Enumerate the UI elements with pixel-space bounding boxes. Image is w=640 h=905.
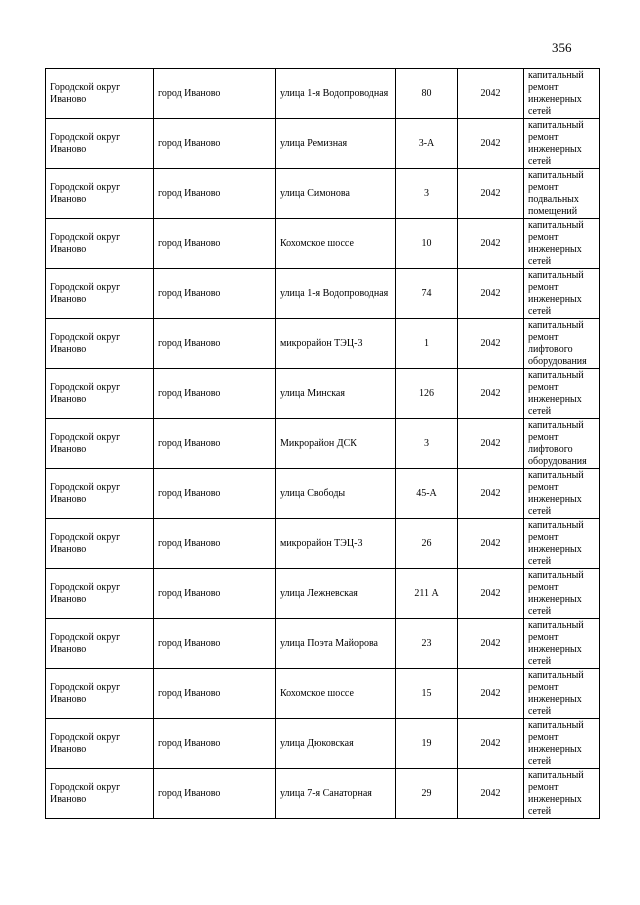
year-cell: 2042 bbox=[458, 219, 524, 269]
house-number-cell: 3 bbox=[396, 419, 458, 469]
table-row bbox=[46, 619, 600, 669]
table-row bbox=[46, 669, 600, 719]
year-cell: 2042 bbox=[458, 669, 524, 719]
street-cell: улица Дюковская bbox=[276, 719, 396, 769]
district-cell: Городской округ Иваново bbox=[46, 169, 154, 219]
district-cell: Городской округ Иваново bbox=[46, 369, 154, 419]
table-row bbox=[46, 369, 600, 419]
table-row bbox=[46, 469, 600, 519]
street-cell: улица 1-я Водопроводная bbox=[276, 69, 396, 119]
work-type-cell: капитальный ремонт инженерных сетей bbox=[524, 369, 600, 419]
district-cell: Городской округ Иваново bbox=[46, 519, 154, 569]
repair-schedule-table bbox=[45, 68, 600, 819]
house-number-cell: 1 bbox=[396, 319, 458, 369]
district-cell: Городской округ Иваново bbox=[46, 219, 154, 269]
year-cell: 2042 bbox=[458, 119, 524, 169]
street-cell: улица Минская bbox=[276, 369, 396, 419]
district-cell: Городской округ Иваново bbox=[46, 669, 154, 719]
work-type-cell: капитальный ремонт лифтового оборудования bbox=[524, 319, 600, 369]
work-type-cell: капитальный ремонт инженерных сетей bbox=[524, 519, 600, 569]
street-cell: Кохомское шоссе bbox=[276, 219, 396, 269]
city-cell: город Иваново bbox=[154, 369, 276, 419]
street-cell: улица Симонова bbox=[276, 169, 396, 219]
year-cell: 2042 bbox=[458, 469, 524, 519]
table-row bbox=[46, 119, 600, 169]
district-cell: Городской округ Иваново bbox=[46, 269, 154, 319]
city-cell: город Иваново bbox=[154, 569, 276, 619]
table-row bbox=[46, 269, 600, 319]
city-cell: город Иваново bbox=[154, 219, 276, 269]
work-type-cell: капитальный ремонт инженерных сетей bbox=[524, 719, 600, 769]
table-row bbox=[46, 319, 600, 369]
city-cell: город Иваново bbox=[154, 719, 276, 769]
table-row bbox=[46, 69, 600, 119]
work-type-cell: капитальный ремонт инженерных сетей bbox=[524, 219, 600, 269]
work-type-cell: капитальный ремонт подвальных помещений bbox=[524, 169, 600, 219]
district-cell: Городской округ Иваново bbox=[46, 469, 154, 519]
year-cell: 2042 bbox=[458, 269, 524, 319]
street-cell: микрорайон ТЭЦ-3 bbox=[276, 319, 396, 369]
year-cell: 2042 bbox=[458, 69, 524, 119]
district-cell: Городской округ Иваново bbox=[46, 69, 154, 119]
city-cell: город Иваново bbox=[154, 769, 276, 819]
house-number-cell: 3-А bbox=[396, 119, 458, 169]
house-number-cell: 23 bbox=[396, 619, 458, 669]
street-cell: Кохомское шоссе bbox=[276, 669, 396, 719]
year-cell: 2042 bbox=[458, 169, 524, 219]
house-number-cell: 126 bbox=[396, 369, 458, 419]
district-cell: Городской округ Иваново bbox=[46, 719, 154, 769]
street-cell: микрорайон ТЭЦ-3 bbox=[276, 519, 396, 569]
city-cell: город Иваново bbox=[154, 669, 276, 719]
house-number-cell: 10 bbox=[396, 219, 458, 269]
year-cell: 2042 bbox=[458, 769, 524, 819]
district-cell: Городской округ Иваново bbox=[46, 319, 154, 369]
house-number-cell: 45-А bbox=[396, 469, 458, 519]
table-row bbox=[46, 419, 600, 469]
year-cell: 2042 bbox=[458, 619, 524, 669]
table-row bbox=[46, 219, 600, 269]
house-number-cell: 29 bbox=[396, 769, 458, 819]
table-row bbox=[46, 719, 600, 769]
work-type-cell: капитальный ремонт инженерных сетей bbox=[524, 569, 600, 619]
street-cell: улица Свободы bbox=[276, 469, 396, 519]
house-number-cell: 15 bbox=[396, 669, 458, 719]
table-body bbox=[46, 69, 600, 819]
district-cell: Городской округ Иваново bbox=[46, 619, 154, 669]
house-number-cell: 19 bbox=[396, 719, 458, 769]
city-cell: город Иваново bbox=[154, 469, 276, 519]
city-cell: город Иваново bbox=[154, 319, 276, 369]
year-cell: 2042 bbox=[458, 369, 524, 419]
work-type-cell: капитальный ремонт инженерных сетей bbox=[524, 619, 600, 669]
year-cell: 2042 bbox=[458, 519, 524, 569]
work-type-cell: капитальный ремонт инженерных сетей bbox=[524, 69, 600, 119]
house-number-cell: 80 bbox=[396, 69, 458, 119]
year-cell: 2042 bbox=[458, 419, 524, 469]
district-cell: Городской округ Иваново bbox=[46, 419, 154, 469]
city-cell: город Иваново bbox=[154, 419, 276, 469]
house-number-cell: 211 А bbox=[396, 569, 458, 619]
district-cell: Городской округ Иваново bbox=[46, 769, 154, 819]
street-cell: улица Лежневская bbox=[276, 569, 396, 619]
work-type-cell: капитальный ремонт инженерных сетей bbox=[524, 669, 600, 719]
street-cell: Микрорайон ДСК bbox=[276, 419, 396, 469]
city-cell: город Иваново bbox=[154, 119, 276, 169]
street-cell: улица 1-я Водопроводная bbox=[276, 269, 396, 319]
house-number-cell: 26 bbox=[396, 519, 458, 569]
city-cell: город Иваново bbox=[154, 169, 276, 219]
district-cell: Городской округ Иваново bbox=[46, 569, 154, 619]
city-cell: город Иваново bbox=[154, 619, 276, 669]
street-cell: улица Ремизная bbox=[276, 119, 396, 169]
district-cell: Городской округ Иваново bbox=[46, 119, 154, 169]
table-row bbox=[46, 769, 600, 819]
work-type-cell: капитальный ремонт инженерных сетей bbox=[524, 119, 600, 169]
city-cell: город Иваново bbox=[154, 69, 276, 119]
work-type-cell: капитальный ремонт инженерных сетей bbox=[524, 769, 600, 819]
street-cell: улица Поэта Майорова bbox=[276, 619, 396, 669]
work-type-cell: капитальный ремонт лифтового оборудования bbox=[524, 419, 600, 469]
city-cell: город Иваново bbox=[154, 519, 276, 569]
house-number-cell: 3 bbox=[396, 169, 458, 219]
year-cell: 2042 bbox=[458, 569, 524, 619]
table-row bbox=[46, 569, 600, 619]
work-type-cell: капитальный ремонт инженерных сетей bbox=[524, 469, 600, 519]
table-row bbox=[46, 519, 600, 569]
year-cell: 2042 bbox=[458, 319, 524, 369]
work-type-cell: капитальный ремонт инженерных сетей bbox=[524, 269, 600, 319]
year-cell: 2042 bbox=[458, 719, 524, 769]
house-number-cell: 74 bbox=[396, 269, 458, 319]
city-cell: город Иваново bbox=[154, 269, 276, 319]
street-cell: улица 7-я Санаторная bbox=[276, 769, 396, 819]
page-number: 356 bbox=[552, 40, 572, 55]
table-row bbox=[46, 169, 600, 219]
